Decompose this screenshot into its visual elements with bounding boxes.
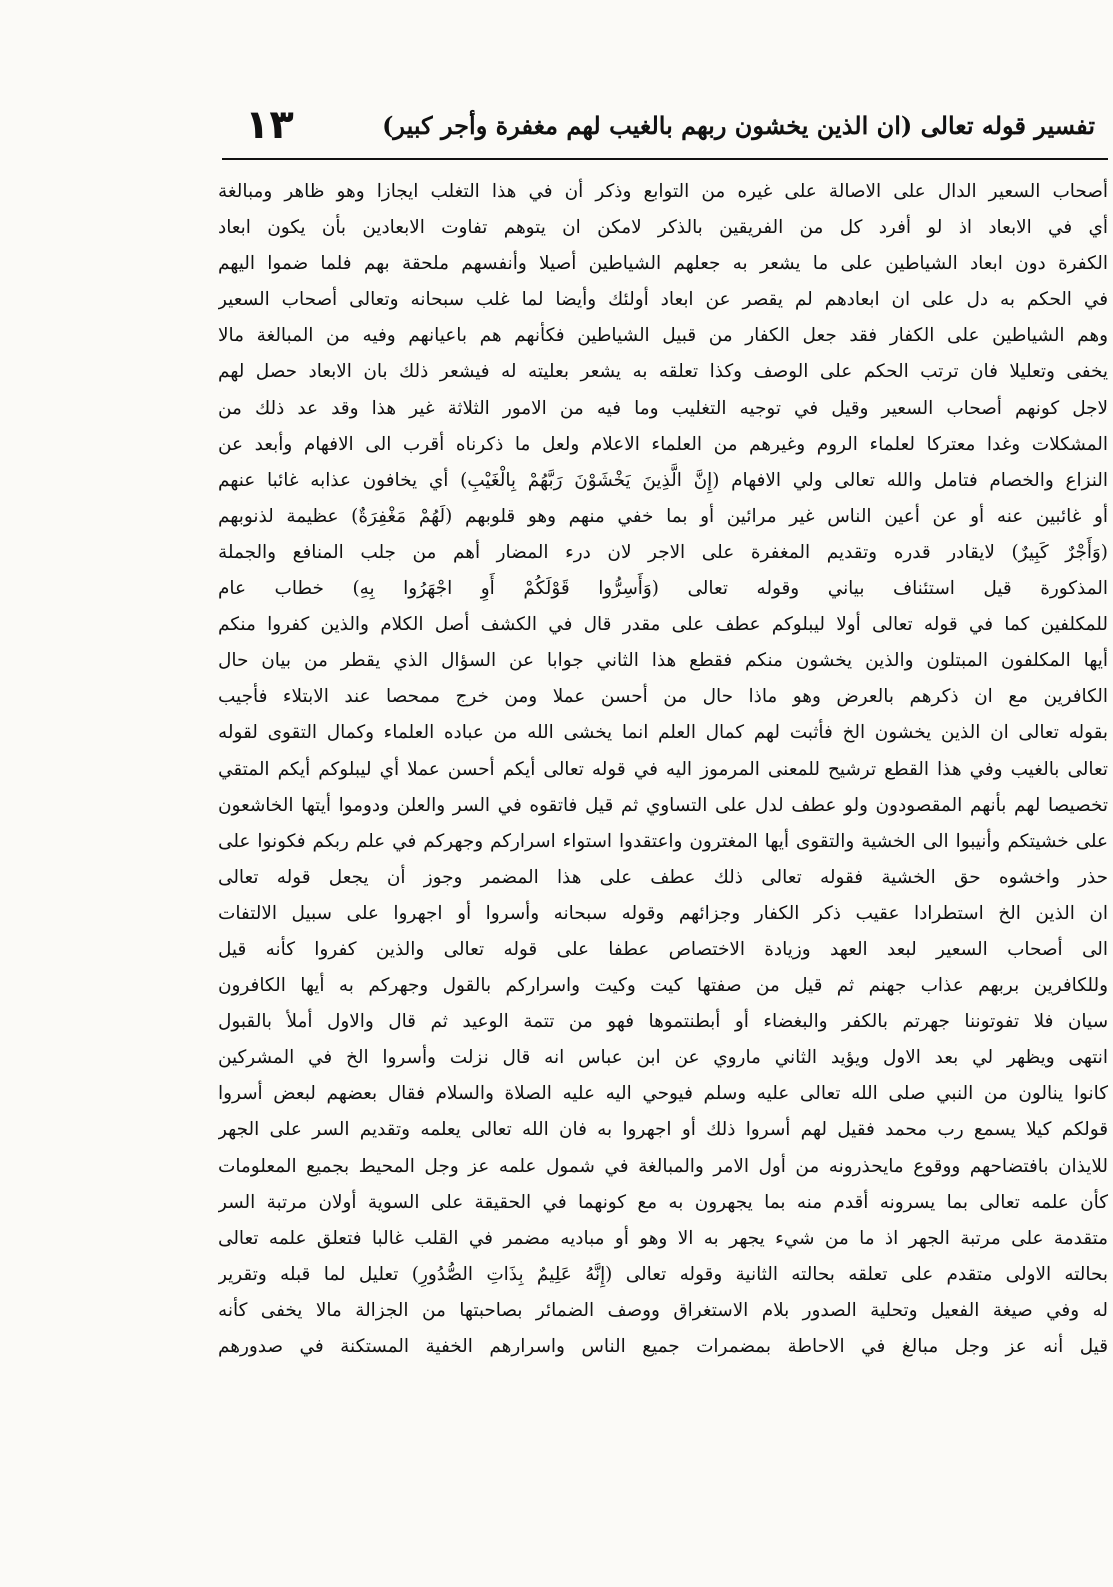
text-line: أيها المكلفون المبتلون والذين يخشون منكم فقطع هذا الثاني جوابا عن السؤال الذي يقطر من بيان حال xyxy=(218,650,1108,672)
text-line: أو غائبين عنه أو عن أعين الناس غير مرائين أو بما خفي منهم وهو قلوبهم (لَهُمْ مَغْفِرَةٌ) عظيمة لذنوبهم xyxy=(218,505,1108,527)
text-line: تعالى بالغيب وفي هذا القطع ترشيح للمعنى المرموز اليه في قوله تعالى أيكم أحسن عملا أي ليبلوكم أيكم المتقي xyxy=(218,758,1108,780)
text-line: سيان فلا تفوتوننا جهرتم بالكفر والبغضاء أو أبطنتموها فهو من تتمة الوعيد ثم قال والاول أملأ بالقبول xyxy=(218,1011,1108,1033)
text-line: على خشيتكم وأنيبوا الى الخشية والتقوى أيها المغترون واعتقدوا استواء اسراركم وجهركم في علم ربكم فكونوا على xyxy=(218,830,1108,852)
body-text xyxy=(218,174,1108,1365)
text-line: للمكلفين كما في قوله تعالى أولا ليبلوكم عطف على مقدر قال في الكشف أصل الكلام والذين كفروا منكم xyxy=(218,614,1108,636)
text-line: بحالته الاولى متقدم على تعلقه بحالته الثانية وقوله تعالى (إِنَّهُ عَلِيمٌ بِذَاتِ الصُّدُورِ) تعليل لما قبله وتقرير xyxy=(218,1263,1108,1285)
page-header xyxy=(225,100,1105,156)
text-line: (وَأَجْرٌ كَبِيرٌ) لايقادر قدره وتقديم المغفرة على الاجر لان درء المضار أهم من جلب المنافع والجملة xyxy=(218,541,1108,563)
text-line: بقوله تعالى ان الذين يخشون الخ فأثبت لهم كمال العلم انما يخشى الله من عباده العلماء وكمال التقوى لقوله xyxy=(218,722,1108,744)
text-line: له وفي صيغة الفعيل وتحلية الصدور بلام الاستغراق ووصف الضمائر بصاحبتها من الجزالة مالا يخفى كأنه xyxy=(218,1299,1108,1321)
text-line: الى أصحاب السعير لبعد العهد وزيادة الاختصاص عطفا على قوله تعالى والذين كفروا كأنه قيل xyxy=(218,938,1108,960)
text-line: انتهى ويظهر لي بعد الاول ويؤيد الثاني ماروي عن ابن عباس انه قال نزلت وأسروا الخ في المشركين xyxy=(218,1047,1108,1069)
text-line: ان الذين الخ استطرادا عقيب ذكر الكفار وجزائهم وقوله سبحانه وأسروا أو اجهروا على سبيل الالتفات xyxy=(218,902,1108,924)
text-line: الكفرة دون ابعاد الشياطين على ما يشعر به جعلهم الشياطين أصيلا وأنفسهم ملحقة بهم فلما ضموا اليهم xyxy=(218,253,1108,275)
text-line: متقدمة على مرتبة الجهر اذ ما من شيء يجهر به الا وهو أو مباديه مضمر في القلب غالبا فتعلق علمه تعالى xyxy=(218,1227,1108,1249)
header-rule xyxy=(222,158,1108,160)
text-line: الكافرين مع ان ذكرهم بالعرض وهو ماذا حال من أحسن عملا ومن خرج ممحصا عند الابتلاء فأجيب xyxy=(218,686,1108,708)
text-line: تخصيصا لهم بأنهم المقصودون ولو عطف لدل على التساوي ثم قيل فاتقوه في السر والعلن ودوموا أيتها الخاشعون xyxy=(218,794,1108,816)
text-line: أصحاب السعير الدال على الاصالة على غيره من التوابع وذكر أن في هذا التغلب ايجازا وهو ظاهر ومبالغة xyxy=(218,181,1108,202)
text-line: أي في الابعاد اذ لو أفرد كل من الفريقين بالذكر لامكن ان يتوهم تفاوت الابعادين بأن يكون ابعاد xyxy=(218,217,1108,239)
text-line: قيل أنه عز وجل مبالغ في الاحاطة بمضمرات جميع الناس واسرارهم الخفية المستكنة في صدورهم xyxy=(218,1336,1108,1357)
text-line: المشكلات وغدا معتركا لعلماء الروم وغيرهم من العلماء الاعلام ولعل ما ذكرناه أقرب الى الافهام وأبعد عن xyxy=(218,433,1108,455)
text-line: في الحكم به دل على ان ابعادهم لم يقصر عن ابعاد أولئك وأيضا لما غلب سبحانه وتعالى أصحاب السعير xyxy=(218,289,1108,311)
text-line: حذر واخشوه حق الخشية فقوله تعالى ذلك عطف على هذا المضمر وجوز أن يجعل قوله تعالى xyxy=(218,866,1108,888)
text-line: وللكافرين بربهم عذاب جهنم ثم قيل من صفتها كيت وكيت واسراركم بالقول وجهركم به أيها الكافرون xyxy=(218,975,1108,997)
text-line: النزاع والخصام فتامل والله تعالى ولي الافهام (إِنَّ الَّذِينَ يَخْشَوْنَ رَبَّهُمْ بِالْغَيْبِ) أي يخافون عذابه غائبا عنهم xyxy=(218,469,1108,491)
page-number: ١٣ xyxy=(245,102,294,148)
text-line: للايذان بافتضاحهم ووقوع مايحذرونه من أول الامر والمبالغة في شمول علمه عز وجل المحيط بجميع المعلومات xyxy=(218,1155,1108,1177)
text-line: يخفى وتعليلا فان ترتب الحكم على الوصف وكذا تعلقه به يشعر بعليته له فيشعر ذلك بان الابعاد حصل لهم xyxy=(218,361,1108,383)
text-line: كانوا ينالون من النبي صلى الله تعالى عليه وسلم فيوحي اليه عليه الصلاة والسلام فقال بعضهم لبعض أسروا xyxy=(218,1083,1108,1105)
text-line: المذكورة قيل استئناف بياني وقوله تعالى (وَأَسِرُّوا قَوْلَكُمْ أَوِ اجْهَرُوا بِهِ) خطاب عام xyxy=(218,578,1108,600)
text-line: وهم الشياطين على الكفار فقد جعل الكفار من قبيل الشياطين فكأنهم هم باعيانهم وفيه من المبالغة مالا xyxy=(218,325,1108,347)
text-line: كأن علمه تعالى بما يسرونه أقدم منه بما يجهرون به مع كونهما في الحقيقة على السوية أولان مرتبة السر xyxy=(218,1191,1108,1213)
text-line: قولكم كيلا يسمع رب محمد فقيل لهم أسروا ذلك أو اجهروا به فان الله تعالى يعلمه وتقديم السر على الجهر xyxy=(218,1119,1108,1141)
running-title: تفسير قوله تعالى (ان الذين يخشون ربهم بالغيب لهم مغفرة وأجر كبير) xyxy=(382,111,1095,140)
text-line: لاجل كونهم أصحاب السعير وقيل في توجيه التغليب وما فيه من الامور الثلاثة غير هذا وقد عد ذلك من xyxy=(218,397,1108,419)
